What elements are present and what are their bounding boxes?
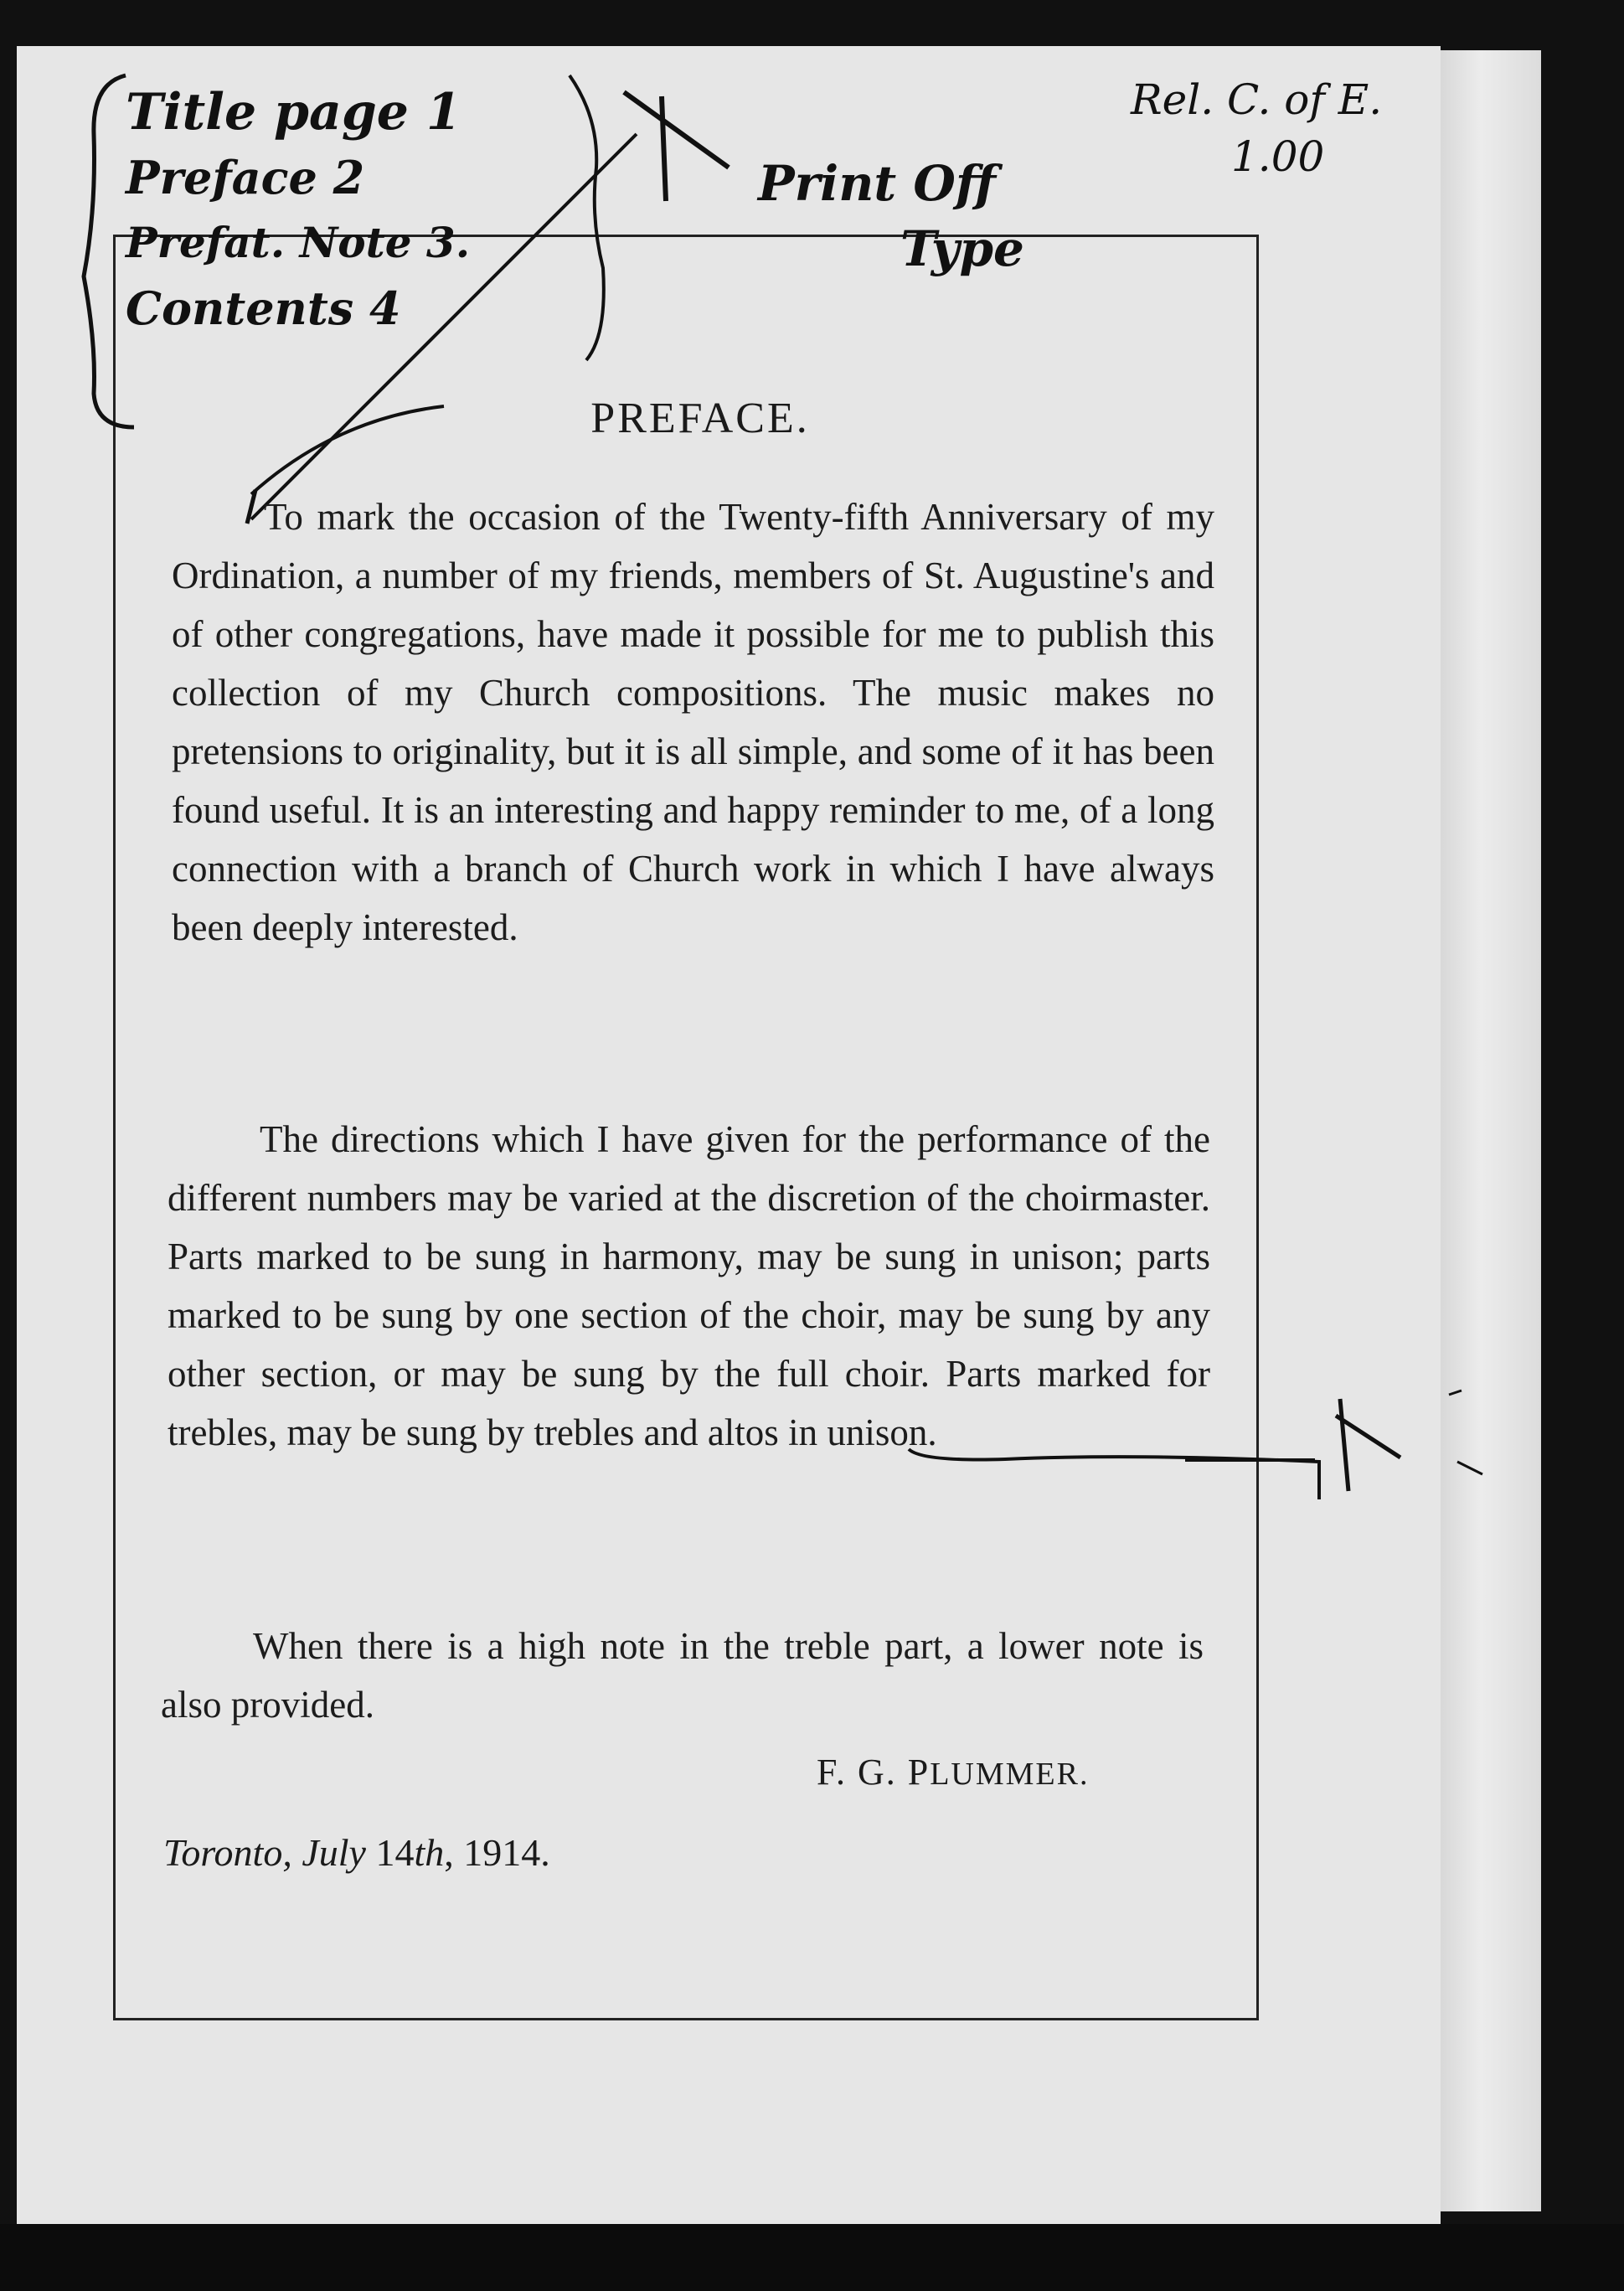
- page-title: PREFACE.: [590, 395, 810, 442]
- handwritten-note-line: Type: [900, 220, 1024, 277]
- margin-x-mark: [1336, 1399, 1400, 1491]
- handwritten-note-line: Contents 4: [126, 281, 401, 335]
- dateline-day-number: 14: [375, 1831, 415, 1874]
- bracket-mark: [570, 75, 604, 360]
- handwritten-note-line: Title page 1: [126, 83, 461, 142]
- dateline: [163, 1830, 550, 1875]
- x-mark: [624, 92, 729, 201]
- handwritten-note-line: 1.00: [1231, 132, 1325, 181]
- margin-dash: [1449, 1391, 1482, 1474]
- dateline-year: , 1914.: [444, 1831, 550, 1874]
- body-paragraph: [161, 1617, 1204, 1734]
- handwritten-note-line: Prefat. Note 3.: [126, 218, 471, 267]
- handwritten-note-line: Rel. C. of E.: [1131, 75, 1383, 124]
- paragraph-text: The directions which I have given for the performance of the different numbers may be varied at the discretion of the choirmaster. Parts marked to be sung in harmony, may be sung in unison; parts marked to be sung by one section of the choir, may be sung by any other section, or may be sung by the full choir. Parts marked for trebles, may be sung by trebles and altos in unison.: [168, 1118, 1210, 1453]
- signature-initials: F. G. P: [817, 1752, 931, 1793]
- signature-surname: LUMMER.: [930, 1757, 1090, 1792]
- handwritten-note-line: Print Off: [758, 155, 996, 212]
- author-signature: [817, 1751, 1090, 1793]
- body-paragraph: [172, 488, 1214, 957]
- dateline-place: Toronto, July: [163, 1831, 366, 1874]
- diagonal-stroke: [251, 134, 637, 519]
- handwritten-note-line: Preface 2: [126, 151, 365, 204]
- paragraph-text: To mark the occasion of the Twenty-fifth Anniversary of my Ordination, a number of my friends, members of St. Augustine's and of other congregations, have made it possible for me to publish this collection of my Church compositions. The music makes no pretensions to originality, but it is all simple, and some of it has been found useful. It is an interesting and happy reminder to me, of a long connection with a branch of Church work in which I have always been deeply interested.: [172, 496, 1214, 948]
- brace-mark: [84, 75, 134, 427]
- body-paragraph: [168, 1110, 1210, 1462]
- dateline-day-suffix: th: [414, 1831, 445, 1874]
- paragraph-text: When there is a high note in the treble part, a lower note is also provided.: [161, 1625, 1204, 1726]
